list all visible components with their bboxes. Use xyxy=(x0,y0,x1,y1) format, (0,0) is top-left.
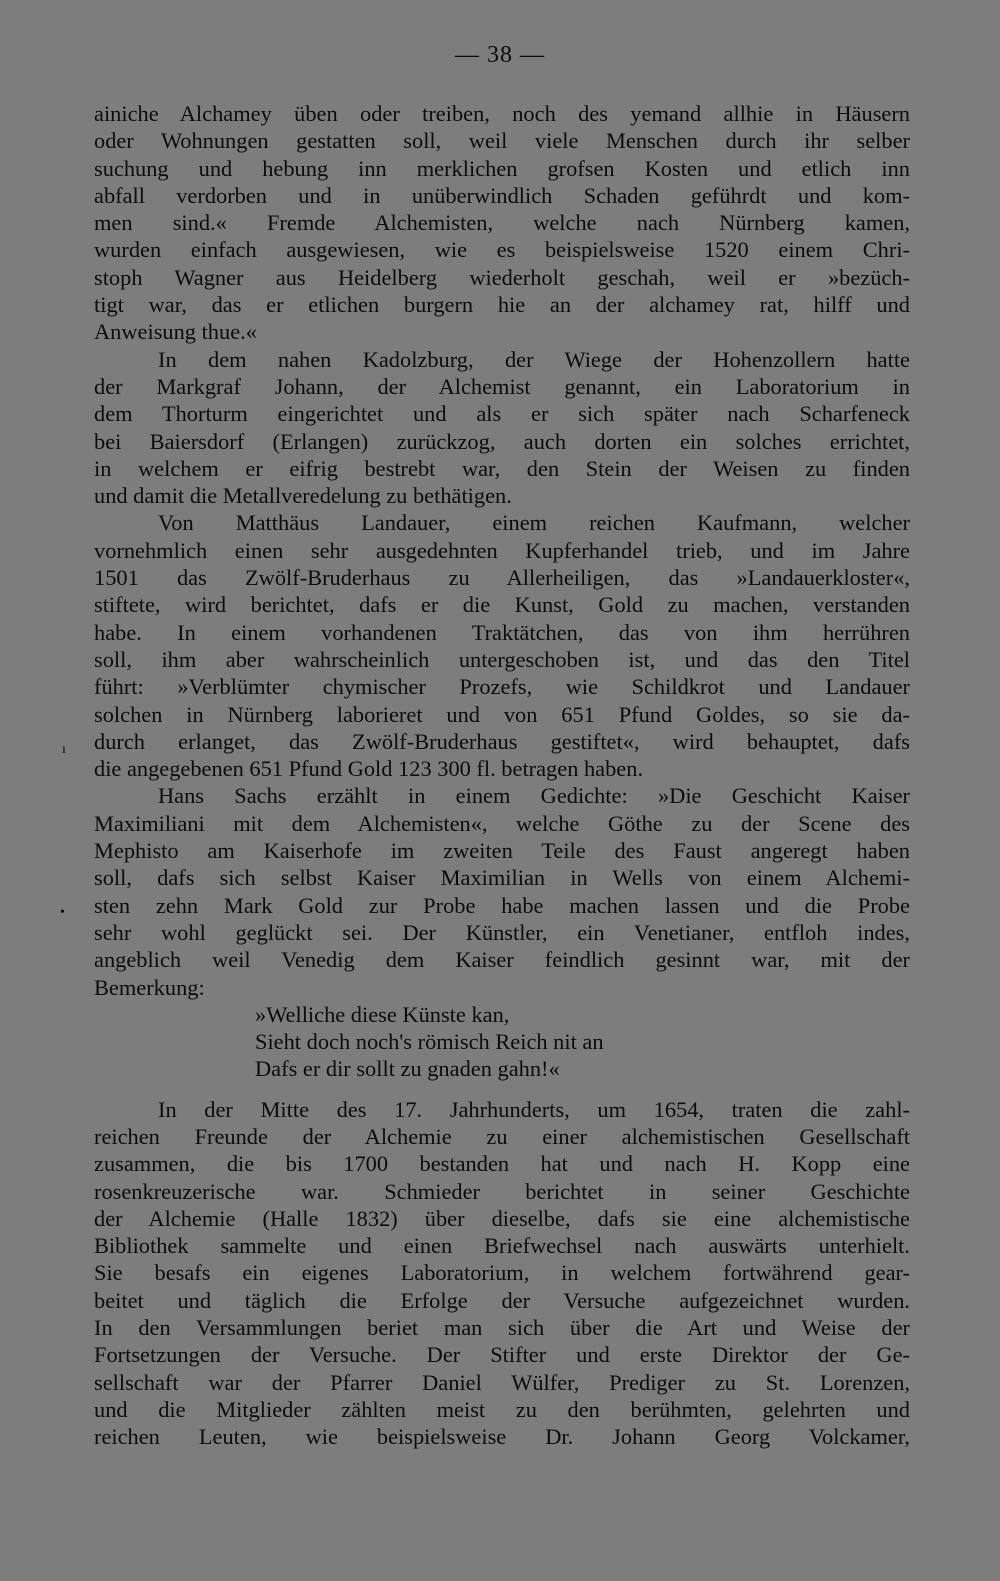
margin-speck: • xyxy=(60,905,65,920)
stanza-gap xyxy=(94,1083,910,1096)
text-line: 1501 das Zwölf-Bruderhaus zu Allerheiligen, das »Landauerkloster«, xyxy=(94,565,910,591)
text-line: solchen in Nürnberg laborieret und von 651 Pfund Goldes, so sie da- xyxy=(94,701,910,727)
text-line: men sind.« Fremde Alchemisten, welche nach Nürnberg kamen, xyxy=(94,210,910,236)
text-line: Bemerkung: xyxy=(94,974,205,1000)
text-line: und die Mitglieder zählten meist zu den berühmten, gelehrten und xyxy=(94,1396,910,1422)
text-line: reichen Leuten, wie beispielsweise Dr. Johann Georg Volckamer, xyxy=(94,1424,910,1450)
text-line: Maximiliani mit dem Alchemisten«, welche Göthe zu der Scene des xyxy=(94,810,910,836)
text-line: und damit die Metallveredelung zu bethätigen. xyxy=(94,483,512,509)
text-line: Von Matthäus Landauer, einem reichen Kaufmann, welcher xyxy=(158,510,910,536)
text-line: oder Wohnungen gestatten soll, weil viele Menschen durch ihr selber xyxy=(94,128,910,154)
text-line: Bibliothek sammelte und einen Briefwechsel nach auswärts unterhielt. xyxy=(94,1233,910,1259)
text-line: bei Baiersdorf (Erlangen) zurückzog, auch dorten ein solches errichtet, xyxy=(94,428,910,454)
text-line: Mephisto am Kaiserhofe im zweiten Teile des Faust angeregt haben xyxy=(94,838,910,864)
text-line: dem Thorturm eingerichtet und als er sich später nach Scharfeneck xyxy=(94,401,910,427)
text-line: vornehmlich einen sehr ausgedehnten Kupferhandel trieb, und im Jahre xyxy=(94,537,910,563)
text-line: der Alchemie (Halle 1832) über dieselbe, dafs sie eine alchemistische xyxy=(94,1205,910,1231)
text-line: soll, dafs sich selbst Kaiser Maximilian in Wells von einem Alchemi- xyxy=(94,865,910,891)
text-line: durch erlanget, das Zwölf-Bruderhaus gestiftet«, wird behauptet, dafs xyxy=(94,728,910,754)
text-line: Fortsetzungen der Versuche. Der Stifter und erste Direktor der Ge- xyxy=(94,1342,910,1368)
margin-speck: ı xyxy=(62,742,66,757)
body-text xyxy=(94,100,910,1451)
text-line: in welchem er eifrig bestrebt war, den Stein der Weisen zu finden xyxy=(94,455,910,481)
verse-line: »Welliche diese Künste kan, xyxy=(255,1001,510,1027)
text-line: stoph Wagner aus Heidelberg wiederholt geschah, weil er »bezüch- xyxy=(94,264,910,290)
page-number: — 38 — xyxy=(455,42,545,68)
text-line: angeblich weil Venedig dem Kaiser feindlich gesinnt war, mit der xyxy=(94,947,910,973)
text-line: Anweisung thue.« xyxy=(94,319,257,345)
text-line: In dem nahen Kadolzburg, der Wiege der Hohenzollern hatte xyxy=(158,346,910,372)
verse-line: Sieht doch noch's römisch Reich nit an xyxy=(255,1029,604,1055)
text-line: beitet und täglich die Erfolge der Versuche aufgezeichnet wurden. xyxy=(94,1287,910,1313)
text-line: der Markgraf Johann, der Alchemist genannt, ein Laboratorium in xyxy=(94,373,910,399)
text-line: wurden einfach ausgewiesen, wie es beispielsweise 1520 einem Chri- xyxy=(94,237,910,263)
text-line: stiftete, wird berichtet, dafs er die Kunst, Gold zu machen, verstanden xyxy=(94,592,910,618)
text-line: In der Mitte des 17. Jahrhunderts, um 1654, traten die zahl- xyxy=(158,1096,910,1122)
text-line: suchung und hebung inn merklichen grofsen Kosten und etlich inn xyxy=(94,155,910,181)
text-line: tigt war, das er etlichen burgern hie an der alchamey rat, hilff und xyxy=(94,292,910,318)
text-line: In den Versammlungen beriet man sich über die Art und Weise der xyxy=(94,1315,910,1341)
text-line: soll, ihm aber wahrscheinlich untergeschoben ist, und das den Titel xyxy=(94,646,910,672)
text-line: zusammen, die bis 1700 bestanden hat und nach H. Kopp eine xyxy=(94,1151,910,1177)
text-line: ainiche Alchamey üben oder treiben, noch des yemand allhie in Häusern xyxy=(94,101,910,126)
text-line: sellschaft war der Pfarrer Daniel Wülfer, Prediger zu St. Lorenzen, xyxy=(94,1369,910,1395)
text-line: reichen Freunde der Alchemie zu einer alchemistischen Gesellschaft xyxy=(94,1123,910,1149)
text-line: Hans Sachs erzählt in einem Gedichte: »Die Geschicht Kaiser xyxy=(158,783,910,809)
text-line: führt: »Verblümter chymischer Prozefs, wie Schildkrot und Landauer xyxy=(94,674,910,700)
text-line: die angegebenen 651 Pfund Gold 123 300 fl. betragen haben. xyxy=(94,756,644,782)
text-line: habe. In einem vorhandenen Traktätchen, das von ihm herrühren xyxy=(94,619,910,645)
text-line: rosenkreuzerische war. Schmieder berichtet in seiner Geschichte xyxy=(94,1178,910,1204)
verse-line: Dafs er dir sollt zu gnaden gahn!« xyxy=(255,1056,560,1082)
text-line: sten zehn Mark Gold zur Probe habe machen lassen und die Probe xyxy=(94,892,910,918)
text-line: abfall verdorben und in unüberwindlich Schaden geführdt und kom- xyxy=(94,182,910,208)
text-line: Sie besafs ein eigenes Laboratorium, in welchem fortwährend gear- xyxy=(94,1260,910,1286)
text-line: sehr wohl geglückt sei. Der Künstler, ein Venetianer, entfloh indes, xyxy=(94,919,910,945)
